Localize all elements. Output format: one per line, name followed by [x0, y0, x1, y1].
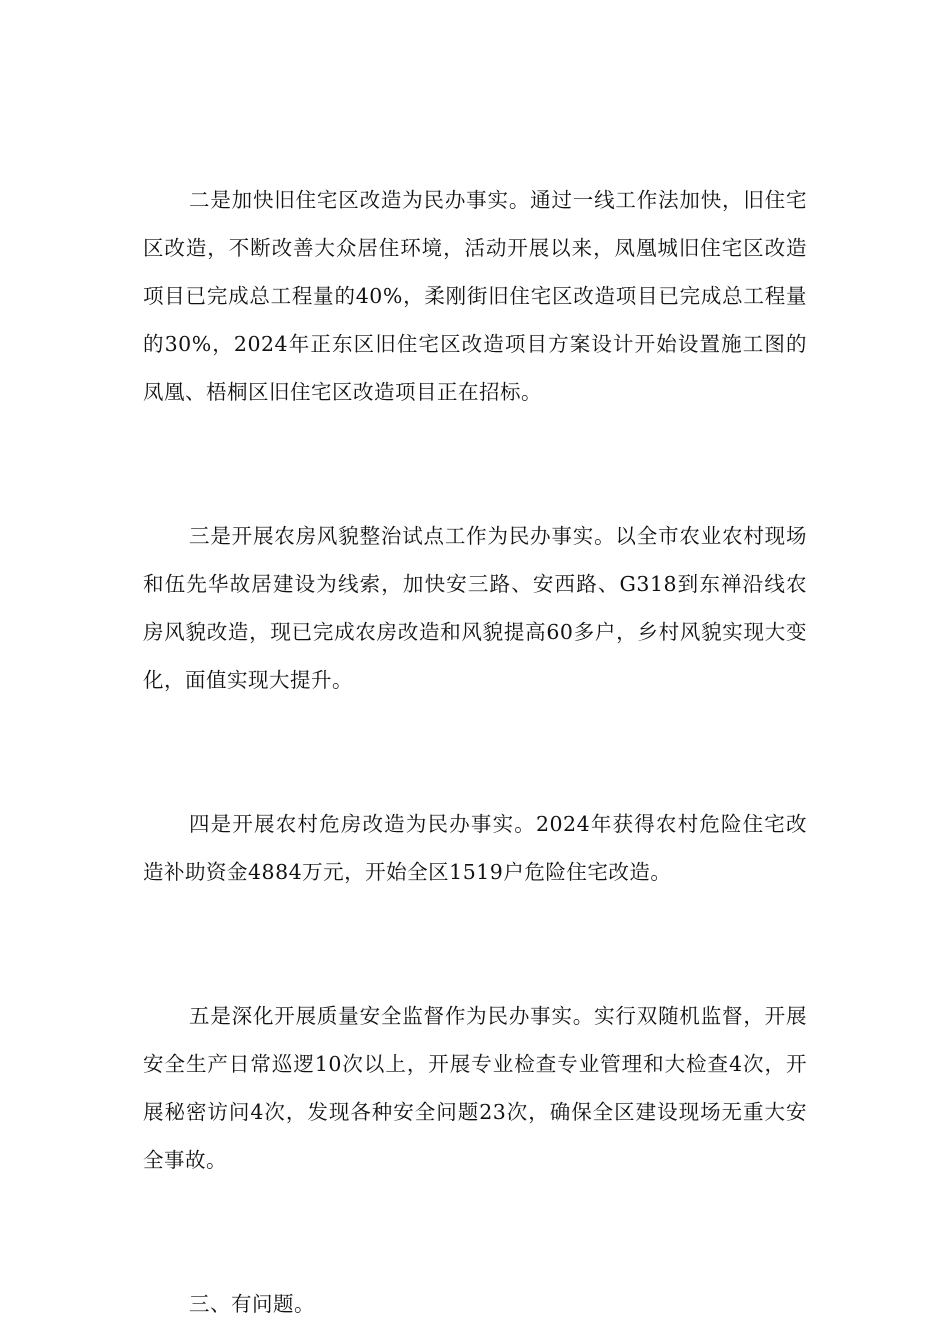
- document-body: [143, 176, 807, 1328]
- paragraph-renovation-old-residential: 二是加快旧住宅区改造为民办事实。通过一线工作法加快，旧住宅区改造，不断改善大众居住环境，活动开展以来，凤凰城旧住宅区改造项目已完成总工程量的40%，柔刚街旧住宅区改造项目已完成总工程量的30%，2024年正东区旧住宅区改造项目方案设计开始设置施工图的凤凰、梧桐区旧住宅区改造项目正在招标。: [143, 188, 807, 404]
- paragraph-rural-dilapidated-housing: 四是开展农村危房改造为民办事实。2024年获得农村危险住宅改造补助资金4884万元，开始全区1519户危险住宅改造。: [143, 812, 807, 884]
- paragraph-rural-housing-appearance: 三是开展农房风貌整治试点工作为民办事实。以全市农业农村现场和伍先华故居建设为线索，加快安三路、安西路、G318到东禅沿线农房风貌改造，现已完成农房改造和风貌提高60多户，乡村风貌实现大变化，面值实现大提升。: [143, 524, 807, 692]
- section-heading-problems: 三、有问题。: [189, 1292, 315, 1316]
- paragraph-quality-safety-supervision: 五是深化开展质量安全监督作为民办事实。实行双随机监督，开展安全生产日常巡逻10次以上，开展专业检查专业管理和大检查4次，开展秘密访问4次，发现各种安全问题23次，确保全区建设现场无重大安全事故。: [143, 1004, 807, 1172]
